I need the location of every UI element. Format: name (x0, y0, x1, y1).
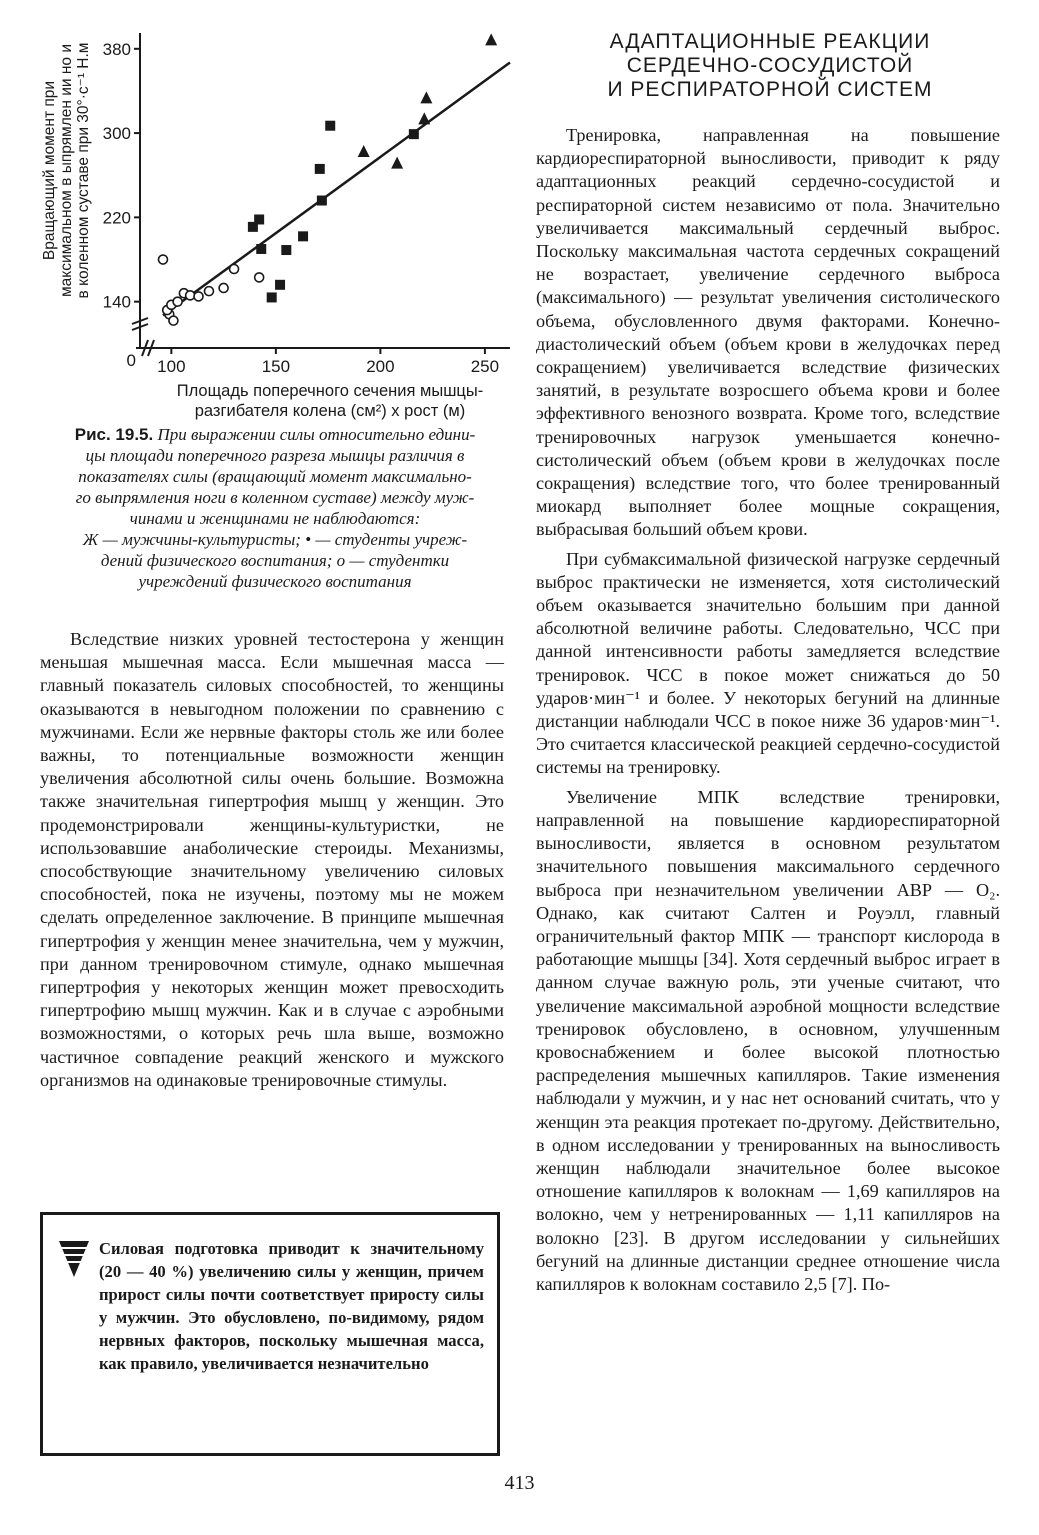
data-point-square (281, 245, 291, 255)
data-point-open-circle (194, 292, 203, 301)
data-point-triangle (485, 33, 497, 45)
x-tick-label: 200 (366, 357, 395, 376)
x-axis-label-line: Площадь поперечного сечения мышцы- (176, 382, 484, 400)
key-point-box (40, 1212, 500, 1456)
data-point-open-circle (169, 316, 178, 325)
data-point-open-circle (255, 273, 264, 282)
data-point-triangle (358, 145, 370, 157)
caption-line: дений физического воспитания; о — студентки (100, 551, 450, 570)
data-point-open-circle (173, 297, 182, 306)
caption-line: показателях силы (вращающий момент максимально- (78, 467, 472, 486)
data-point-square (409, 129, 419, 139)
data-point-open-circle (186, 291, 195, 300)
right-column-text (536, 124, 1000, 1296)
heading-line: И РЕСПИРАТОРНОЙ СИСТЕМ (607, 78, 933, 101)
heading-line: СЕРДЕЧНО-СОСУДИСТОЙ (626, 54, 914, 77)
data-point-triangle (418, 112, 430, 124)
data-point-triangle (420, 91, 432, 103)
down-triangle-icon (59, 1241, 89, 1279)
data-point-square (267, 292, 277, 302)
y-axis-label-line: Вращающий момент при (41, 80, 58, 261)
caption-line: Ж — мужчины-культуристы; • — студенты учреж- (82, 530, 468, 549)
data-point-square (315, 164, 325, 174)
regression-line (163, 63, 510, 316)
y-axis-label-line: максимальном в ыпрямлен ии но и (58, 43, 75, 298)
left-column-text (40, 628, 504, 1092)
data-point-square (256, 244, 266, 254)
paragraph: При субмаксимальной физической нагрузке сердечный выброс практически не изменяется, хотя систолический объем оказывается значительно большим при данной абсолютной величине работы. Следовательно, ЧСС при данной интенсивности работы замедляется вследствие тренировок. ЧСС в покое может снижаться до 50 ударов·мин⁻¹ и более. У некоторых бегуний на длинные дистанции наблюдали ЧСС в покое ниже 36 ударов·мин⁻¹. Это считается классической реакцией сердечно-сосудистой системы на тренировку. (536, 548, 1000, 778)
data-point-square (298, 231, 308, 241)
data-point-square (317, 196, 327, 206)
section-heading (560, 30, 980, 102)
data-point-square (325, 121, 335, 131)
data-point-open-circle (230, 265, 239, 274)
figure-number: Рис. 19.5. (74, 425, 154, 444)
caption-line: го выпрямления ноги в коленном суставе) между муж- (75, 488, 475, 507)
y-tick-label: 140 (102, 292, 131, 312)
heading-line: АДАПТАЦИОННЫЕ РЕАКЦИИ (609, 30, 931, 53)
data-point-triangle (391, 157, 403, 169)
y-tick-label: 380 (102, 39, 131, 59)
caption-line: учреждений физического воспитания (138, 572, 412, 591)
caption-line: При выражении силы относительно едини- (157, 425, 476, 444)
y-axis-label-line: в коленном суставе при 30°·с⁻¹ Н.м (75, 42, 92, 299)
figure-caption (42, 424, 508, 592)
paragraph: Увеличение МПК вследствие тренировки, направленной на повышение кардиореспираторной выносливости, является в основном результатом значительного повышения максимального сердечного выброса при незначительном увеличении АВР — O₂. Однако, как считают Салтен и Роуэлл, главный ограничительный фактор МПК — транспорт кислорода в работающие мышцы [34]. Хотя сердечный выброс играет в данном случае важную роль, эти ученые считают, что увеличение максимальной аэробной мощности вследствие тренировок обусловлено, в основном, улучшенным кровоснабжением и более высокой плотностью распределения мышечных капилляров. Такие изменения наблюдали у мужчин, и у нас нет оснований считать, что у женщин эта реакция протекает по-другому. Действительно, в одном исследовании у тренированных на выносливость женщин наблюдали значительное более высокое отношение капилляров к волокнам — 1,69 капилляров на волокно, чем у нетренированных — 1,11 капилляров на волокно [23]. В другом исследовании у сильнейших бегуний на длинные дистанции среднее отношение числа капилляров к волокнам составило 2,5 [7]. По- (536, 786, 1000, 1294)
key-point-text: Силовая подготовка приводит к значительному (20 — 40 %) увеличению силы у женщин, причем прирост силы почти соответствует приросту силы у мужчин. Это обусловлено, по-видимому, рядом нервных факторов, поскольку мышечная масса, как правило, увеличивается незначительно (99, 1239, 484, 1373)
caption-line: цы площади поперечного разреза мышцы различия в (85, 446, 465, 465)
paragraph: Вследствие низких уровней тестостерона у женщин меньшая мышечная масса. Если мышечная масса — главный показатель силовых способностей, то женщины оказываются в невыгодном положении по сравнению с мужчинами. Если же нервные факторы столь же или более важны, то потенциальные возможности женщин увеличения абсолютной силы очень большие. Возможна также значительная гипертрофия мышц у женщин. Это продемонстрировали женщины-культуристки, не использовавшие анаболические стероиды. Механизмы, способствующие значительному увеличению силовых способностей, пока не изучены, поэтому мы не можем сделать определенное заключение. В принципе мышечная гипертрофия у женщин менее значительна, чем у мужчин, при данном тренировочном стимуле, однако мышечная гипертрофия у некоторых женщин может превосходить гипертрофию мышц мужчин. Как и в случае с аэробными возможностями, о которых речь шла выше, возможно частичное совпадение реакций женского и мужского организмов на одинаковые тренировочные стимулы. (40, 629, 504, 1090)
data-point-open-circle (158, 255, 167, 264)
data-point-square (254, 214, 264, 224)
page-number: 413 (504, 1472, 535, 1494)
x-tick-label: 250 (470, 357, 500, 376)
y-tick-label: 220 (102, 208, 131, 228)
y-tick-label: 300 (102, 124, 131, 144)
x-axis-label-line: разгибателя колена (см²) х рост (м) (194, 402, 466, 420)
x-origin-label: 0 (126, 351, 136, 370)
scatter-chart (40, 18, 520, 420)
x-tick-label: 150 (261, 357, 291, 376)
x-tick-label: 100 (157, 357, 186, 376)
data-point-open-circle (204, 287, 213, 296)
data-point-square (275, 280, 285, 290)
caption-line: чинами и женщинами не наблюдаются: (129, 509, 421, 528)
data-point-open-circle (219, 283, 228, 292)
paragraph: Тренировка, направленная на повышение кардиореспираторной выносливости, приводит к ряду адаптационных реакций сердечно-сосудистой и респираторной систем независимо от пола. Значительно увеличивается максимальный сердечный выброс. Поскольку максимальная частота сердечных сокращений не возрастает, увеличение сердечного выброса (максимального) — результат увеличения систолического объема, обусловленного двумя факторами. Конечно-диастолический объем (объем крови в желудочках перед сокращением) увеличивается вследствие физических занятий, в результате возросшего объема крови и более эффективного венозного возврата. Кроме того, вследствие тренировочных нагрузок уменьшается конечно-систолический объем (объем крови в желудочках после сокращения) вследствие того, что более тренированный миокард выполняет более мощные сокращения, выбрасывая больший объем крови. (536, 125, 1000, 540)
